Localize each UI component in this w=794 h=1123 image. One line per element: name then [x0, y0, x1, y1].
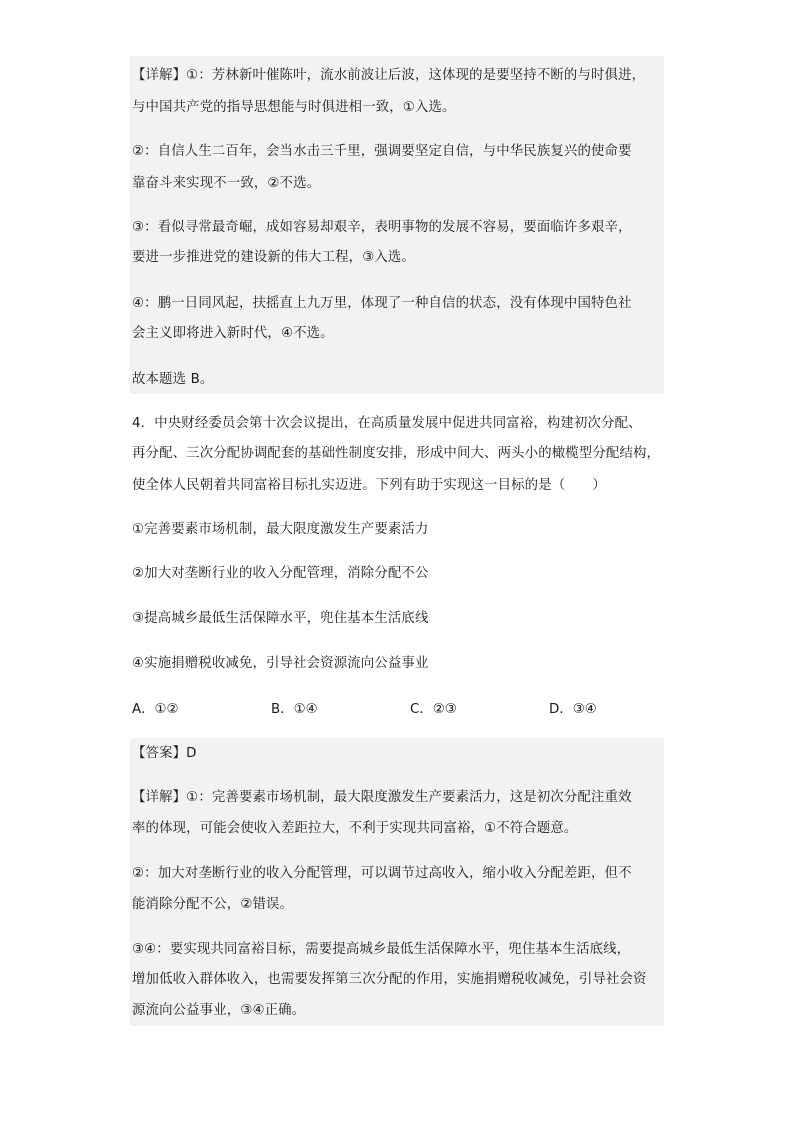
q4-explain-p2-line2: 能消除分配不公，②错误。: [132, 897, 294, 912]
q4-statement-3: ③提高城乡最低生活保障水平，兜住基本生活底线: [132, 611, 429, 626]
q4-explain-p1-line1: 【详解】①：完善要素市场机制，最大限度激发生产要素活力，这是初次分配注重效: [132, 790, 632, 805]
q3-explain-p3-line2: 要进一步推进党的建设新的伟大工程，③入选。: [132, 250, 415, 265]
q4-answer: 【答案】D: [132, 746, 197, 761]
q4-explain-p1-line2: 率的体现，可能会使收入差距拉大，不利于实现共同富裕，①不符合题意。: [132, 821, 578, 836]
q4-stem-line3: 使全体人民朝着共同富裕目标扎实迈进。下列有助于实现这一目标的是（ ）: [132, 478, 606, 493]
q3-explain-p1-line1: 【详解】①：芳林新叶催陈叶，流水前波让后波，这体现的是要坚持不断的与时俱进，: [132, 68, 646, 83]
q3-explain-p4-line1: ④：鹏一日同风起，扶摇直上九万里，体现了一种自信的状态，没有体现中国特色社: [132, 296, 632, 311]
q4-explain-p3-line3: 源流向公益事业，③④正确。: [132, 1003, 306, 1018]
q4-options: [132, 700, 666, 720]
q4-option-b: B．①④: [271, 702, 318, 717]
q4-statement-1: ①完善要素市场机制，最大限度激发生产要素活力: [132, 522, 429, 537]
q4-statement-4: ④实施捐赠税收减免，引导社会资源流向公益事业: [132, 656, 429, 671]
q4-explain-p2-line1: ②：加大对垄断行业的收入分配管理，可以调节过高收入，缩小收入分配差距，但不: [132, 866, 632, 881]
q4-option-c: C．②③: [410, 702, 457, 717]
q3-explain-p1-line2: 与中国共产党的指导思想能与时俱进相一致，①入选。: [132, 100, 456, 115]
q3-explain-p2-line1: ②：自信人生二百年，会当水击三千里，强调要坚定自信，与中华民族复兴的使命要: [132, 144, 632, 159]
q4-explain-p3-line1: ③④：要实现共同富裕目标，需要提高城乡最低生活保障水平，兜住基本生活底线，: [132, 942, 631, 957]
q3-conclusion: 故本题选 B。: [132, 372, 214, 387]
q3-explain-p3-line1: ③：看似寻常最奇崛，成如容易却艰辛，表明事物的发展不容易，要面临许多艰辛，: [132, 220, 632, 235]
q4-stem-line2: 再分配、三次分配协调配套的基础性制度安排，形成中间大、两头小的橄榄型分配结构，: [132, 446, 661, 461]
q4-statement-2: ②加大对垄断行业的收入分配管理，消除分配不公: [132, 566, 429, 581]
q4-stem-line1: 4．中央财经委员会第十次会议提出，在高质量发展中促进共同富裕，构建初次分配、: [132, 416, 642, 431]
q4-option-a: A．①②: [132, 702, 179, 717]
q4-explain-p3-line2: 增加低收入群体收入，也需要发挥第三次分配的作用，实施捐赠税收减免，引导社会资: [132, 972, 647, 987]
q3-explain-p2-line2: 靠奋斗来实现不一致，②不选。: [132, 176, 321, 191]
q4-option-d: D．③④: [549, 702, 597, 717]
q3-explain-p4-line2: 会主义即将进入新时代，④不选。: [132, 326, 334, 341]
